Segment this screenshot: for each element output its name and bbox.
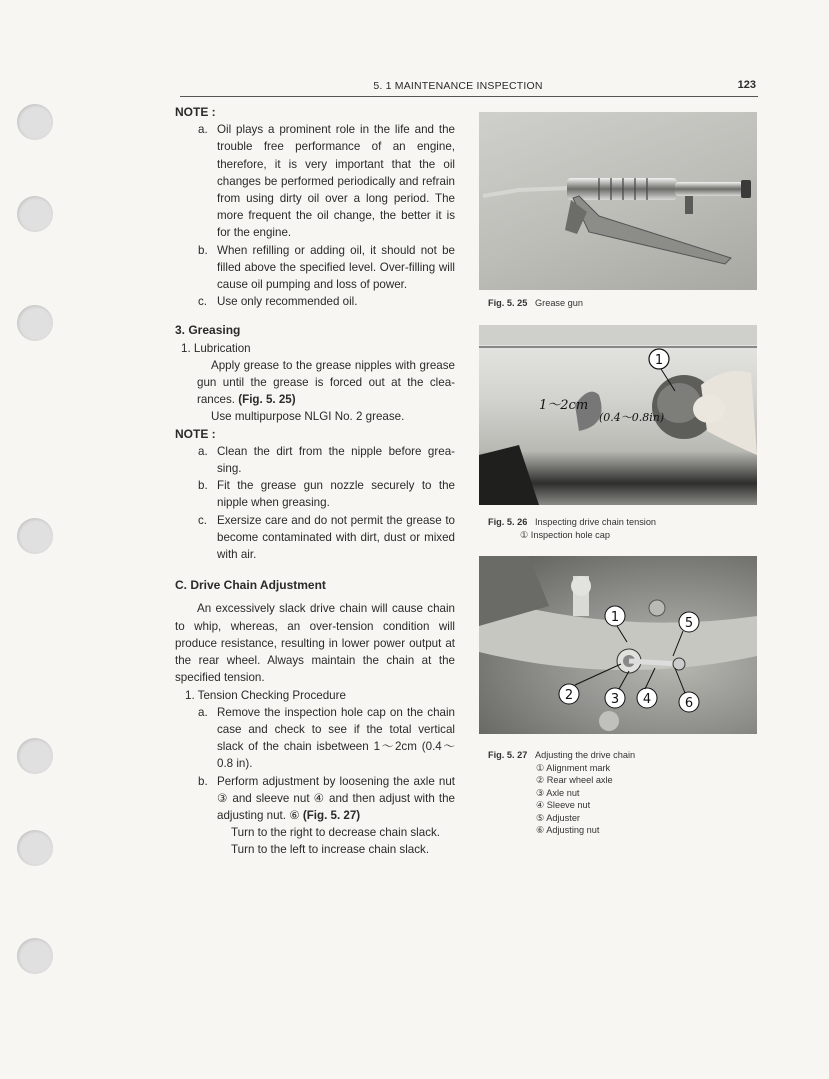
legend-item: ① Inspection hole cap — [520, 529, 610, 540]
note-title: NOTE : — [175, 105, 216, 119]
note-title: NOTE : — [175, 426, 216, 441]
axle-illustration — [479, 556, 757, 734]
legend-item: ② Rear wheel axle — [536, 775, 613, 785]
binder-hole — [17, 518, 53, 554]
tension-subheading: 1. Tension Checking Procedure — [185, 688, 346, 702]
note-item: c. Use only recommended oil. — [198, 295, 358, 309]
svg-text:1: 1 — [610, 610, 620, 625]
note-item: a. Clean the dirt from the nipple before grea-sing. — [198, 444, 455, 476]
note-item: c. Exersize care and do not permit the grease to become contaminated with dirt, dust or mixed with air. — [198, 513, 455, 562]
tension-item: b. Perform adjustment by loosening the axle nut ③ and sleeve nut ④ and then adjust with the adjusting nut. ⑥ (Fig. 5. 27) — [198, 774, 455, 822]
svg-text:4: 4 — [642, 692, 652, 707]
binder-hole — [17, 305, 53, 341]
slack-label: 1～2cm — [539, 398, 589, 413]
text-column — [175, 104, 455, 859]
legend-item: ④ Sleeve nut — [536, 800, 591, 810]
greasing-heading: 3. Greasing — [175, 323, 241, 338]
legend-item: ③ Axle nut — [536, 787, 580, 798]
binder-hole — [17, 938, 53, 974]
grease-spec: Use multipurpose NLGI No. 2 grease. — [211, 410, 405, 424]
svg-text:5: 5 — [684, 616, 694, 631]
grease-gun-illustration — [479, 112, 757, 290]
legend-item: ⑥ Adjusting nut — [536, 825, 600, 835]
binder-hole — [17, 738, 53, 774]
tension-item: a. Remove the inspection hole cap on the chain case and check to see if the total vertical slack of the chain isbetween 1～2cm (0.4～ 0.8 in). — [198, 705, 455, 771]
page-header — [180, 78, 758, 97]
svg-text:3: 3 — [610, 692, 620, 707]
chain-case-illustration — [479, 325, 757, 505]
figure-caption: Fig. 5. 26 Inspecting drive chain tension ① Inspection hole cap — [488, 517, 657, 540]
legend-item: ① Alignment mark — [536, 762, 611, 773]
lubrication-subheading: 1. Lubrication — [181, 341, 251, 355]
grease-gun-photo — [479, 112, 757, 290]
page-number: 123 — [737, 79, 756, 91]
chain-heading: C. Drive Chain Adjustment — [175, 578, 326, 593]
figure-caption: Fig. 5. 27 Adjusting the drive chain ① Alignment mark ② Rear wheel axle ③ Axle nut ④ Sleeve nut ⑤ Adjuster ⑥ Adjusting nut — [488, 750, 636, 835]
note-item: a. Oil plays a prominent role in the life and the trouble free performance of an engine, therefore, it is very important that the oil changes be performed periodically and refrain from using dirty oil over a long period. The more frequent the oil change, the better it is for the engine. — [198, 123, 455, 240]
chain-adjust-photo — [479, 556, 757, 734]
slack-inches-label: (0.4～0.8in) — [599, 411, 665, 424]
note-item: b. Fit the grease gun nozzle securely to the nipple when greasing. — [198, 479, 455, 510]
binder-hole — [17, 830, 53, 866]
chain-paragraph: An excessively slack drive chain will cause chain to whip, whereas, an over-tension condition will produce resistance, resulting in lower power output at the rear wheel. Always maintain the chain at the specified tension. — [175, 602, 455, 685]
svg-text:2: 2 — [564, 688, 574, 703]
chain-tension-photo — [479, 325, 757, 505]
section-title: 5. 1 MAINTENANCE INSPECTION — [373, 80, 543, 92]
binder-hole — [17, 104, 53, 140]
turn-right-note: Turn to the right to decrease chain slack. — [231, 826, 441, 840]
svg-text:1: 1 — [654, 353, 664, 368]
lubrication-paragraph: Apply grease to the grease nipples with grease gun until the grease is forced out at the clea-rances. (Fig. 5. 25) — [197, 358, 455, 407]
note-item: b. When refilling or adding oil, it should not be filled above the specified level. Over-filling will cause oil pumping and loss of power. — [198, 243, 455, 292]
svg-text:6: 6 — [684, 696, 694, 711]
turn-left-note: Turn to the left to increase chain slack. — [231, 843, 430, 857]
legend-item: ⑤ Adjuster — [536, 812, 580, 823]
figure-caption: Fig. 5. 25 Grease gun — [488, 298, 584, 308]
binder-hole — [17, 196, 53, 232]
